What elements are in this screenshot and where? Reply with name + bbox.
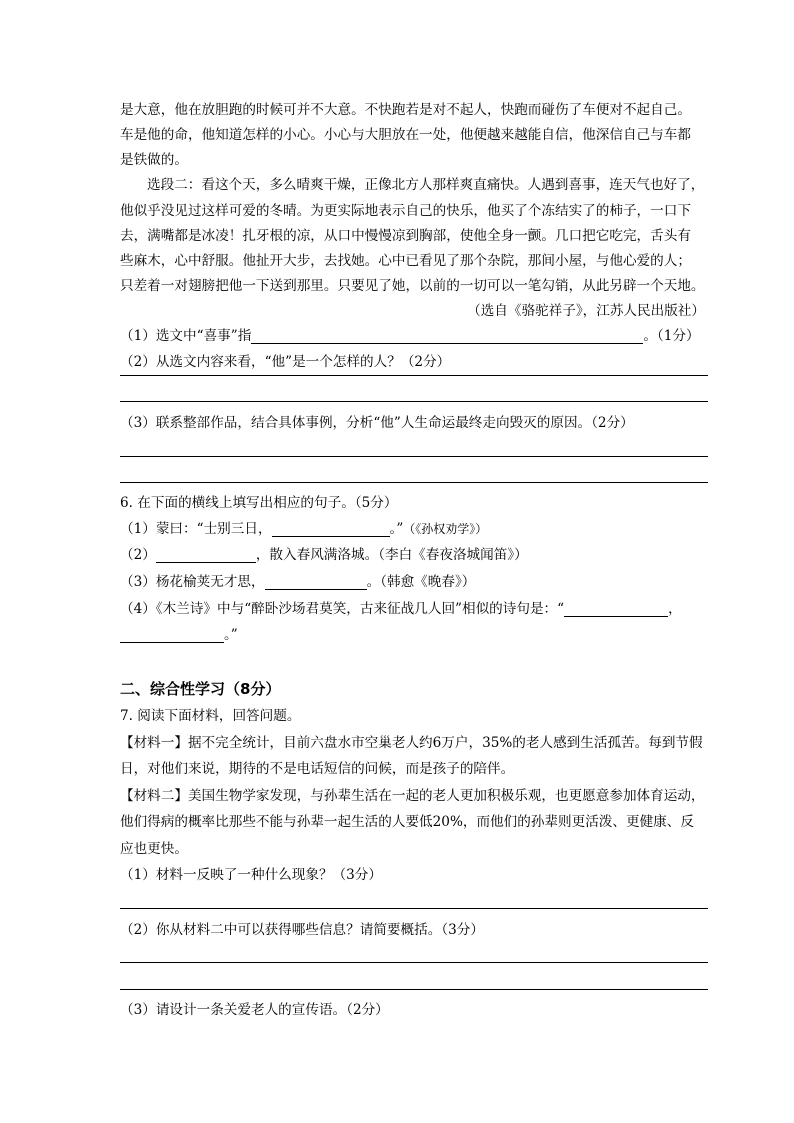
q6-sub4-comma: ， (668, 601, 682, 617)
passage-line-2: 车是他的命，他知道怎样的小心。小心与大胆放在一处，他便越来越能自信，他深信自己与车都 (120, 127, 691, 143)
material-2-line-3: 应也更快。 (120, 841, 188, 857)
q6-sub2-prefix: （2） (120, 547, 156, 563)
q7-sub1-answer-line[interactable] (120, 908, 708, 909)
q5-sub2-answer-line-1[interactable] (120, 375, 708, 376)
material-2-line-2: 他们得病的概率比那些不能与孙辈一起生活的人要低20%，而他们的孙辈则更活泼、更健康、反 (120, 814, 694, 830)
q6-sub2-suffix: ，散入春风满洛城。（李白《春夜洛城闻笛》） (255, 547, 528, 563)
q5-sub2: （2）从选文内容来看，“他”是一个怎样的人？（2分） (120, 354, 451, 370)
q6-sub1-prefix: （1）蒙曰：“士别三日， (120, 521, 272, 537)
q6-sub1-answer-blank[interactable] (272, 520, 390, 537)
q5-sub1-answer-blank[interactable] (251, 327, 643, 344)
section-2-heading: 二、综合性学习（8分） (120, 680, 281, 698)
q6-title: 6. 在下面的横线上填写出相应的句子。（5分） (120, 495, 398, 511)
q6-sub4-line-1 (120, 596, 710, 622)
q6-sub1-source: （《孙权劝学》） (403, 522, 488, 536)
q6-sub4-line-2 (120, 622, 710, 648)
passage-line-6: 去，满嘴都是冰凌！扎牙根的凉，从口中慢慢凉到胸部，使他全身一颤。几口把它吃完，舌头有 (120, 228, 691, 244)
q5-sub1 (120, 323, 710, 349)
q5-sub3: （3）联系整部作品，结合具体事例，分析“他”人生命运最终走向毁灭的原因。（2分） (120, 415, 634, 431)
q6-sub2-answer-blank[interactable] (156, 546, 256, 563)
q5-sub1-prefix: （1）选文中“喜事”指 (120, 328, 252, 344)
q7-sub2-answer-line-2[interactable] (120, 989, 708, 990)
q6-sub3-suffix: 。（韩愈《晚春》） (366, 574, 476, 590)
q5-sub3-answer-line-2[interactable] (120, 482, 708, 483)
q6-sub3-answer-blank[interactable] (265, 573, 367, 590)
material-1-line-2: 日，对他们来说，期待的不是电话短信的问候，而是孩子的陪伴。 (120, 761, 515, 777)
material-2-line-1: 【材料二】美国生物学家发现，与孙辈生活在一起的老人更加积极乐观，也更愿意参加体育运动， (120, 788, 705, 804)
q7-sub2-answer-line-1[interactable] (120, 962, 708, 963)
q5-sub3-answer-line-1[interactable] (120, 456, 708, 457)
q5-sub2-answer-line-2[interactable] (120, 401, 708, 402)
q6-sub1 (120, 516, 710, 542)
passage-line-3: 是铁做的。 (120, 152, 188, 168)
q7-sub3: （3）请设计一条关爱老人的宣传语。（2分） (120, 1002, 389, 1018)
passage-line-4: 选段二：看这个天，多么晴爽干燥，正像北方人那样爽直痛快。人遇到喜事，连天气也好了， (147, 177, 705, 193)
passage-line-7: 些麻木，心中舒服。他扯开大步，去找她。心中已看见了那个杂院，那间小屋，与他心爱的人； (120, 253, 691, 269)
q6-sub3-prefix: （3）杨花榆荚无才思， (120, 574, 265, 590)
q6-sub4-answer-blank-2[interactable] (120, 626, 224, 643)
q6-sub4-prefix: （4）《木兰诗》中与“醉卧沙场君莫笑，古来征战几人回”相似的诗句是：“ (120, 601, 565, 617)
q5-sub1-suffix: 。（1分） (643, 328, 700, 344)
q7-sub2: （2）你从材料二中可以获得哪些信息？请简要概括。（3分） (120, 922, 484, 938)
q6-sub3 (120, 569, 710, 595)
q7-title: 7. 阅读下面材料，回答问题。 (120, 708, 301, 724)
q6-sub2 (120, 542, 710, 568)
q7-sub1: （1）材料一反映了一种什么现象？（3分） (120, 867, 382, 883)
passage-line-8: 只差着一对翅膀把他一下送到那里。只要见了她，以前的一切可以一笔勾销，从此另辟一个天地。 (120, 278, 705, 294)
passage-source: （选自《骆驼祥子》，江苏人民出版社） (467, 303, 705, 319)
passage-line-5: 他似乎没见过这样可爱的冬晴。为更实际地表示自己的快乐，他买了个冻结实了的柿子，一口下 (120, 203, 691, 219)
q6-sub4-answer-blank-1[interactable] (564, 600, 668, 617)
q6-sub4-end: 。” (224, 627, 238, 643)
material-1-line-1: 【材料一】据不完全统计，目前六盘水市空巢老人约6万户，35%的老人感到生活孤苦。每到节假 (120, 735, 703, 751)
passage-line-1: 是大意，他在放胆跑的时候可并不大意。不快跑若是对不起人，快跑而碰伤了车便对不起自己。 (120, 102, 691, 118)
q6-sub1-mid: 。” (389, 521, 404, 537)
